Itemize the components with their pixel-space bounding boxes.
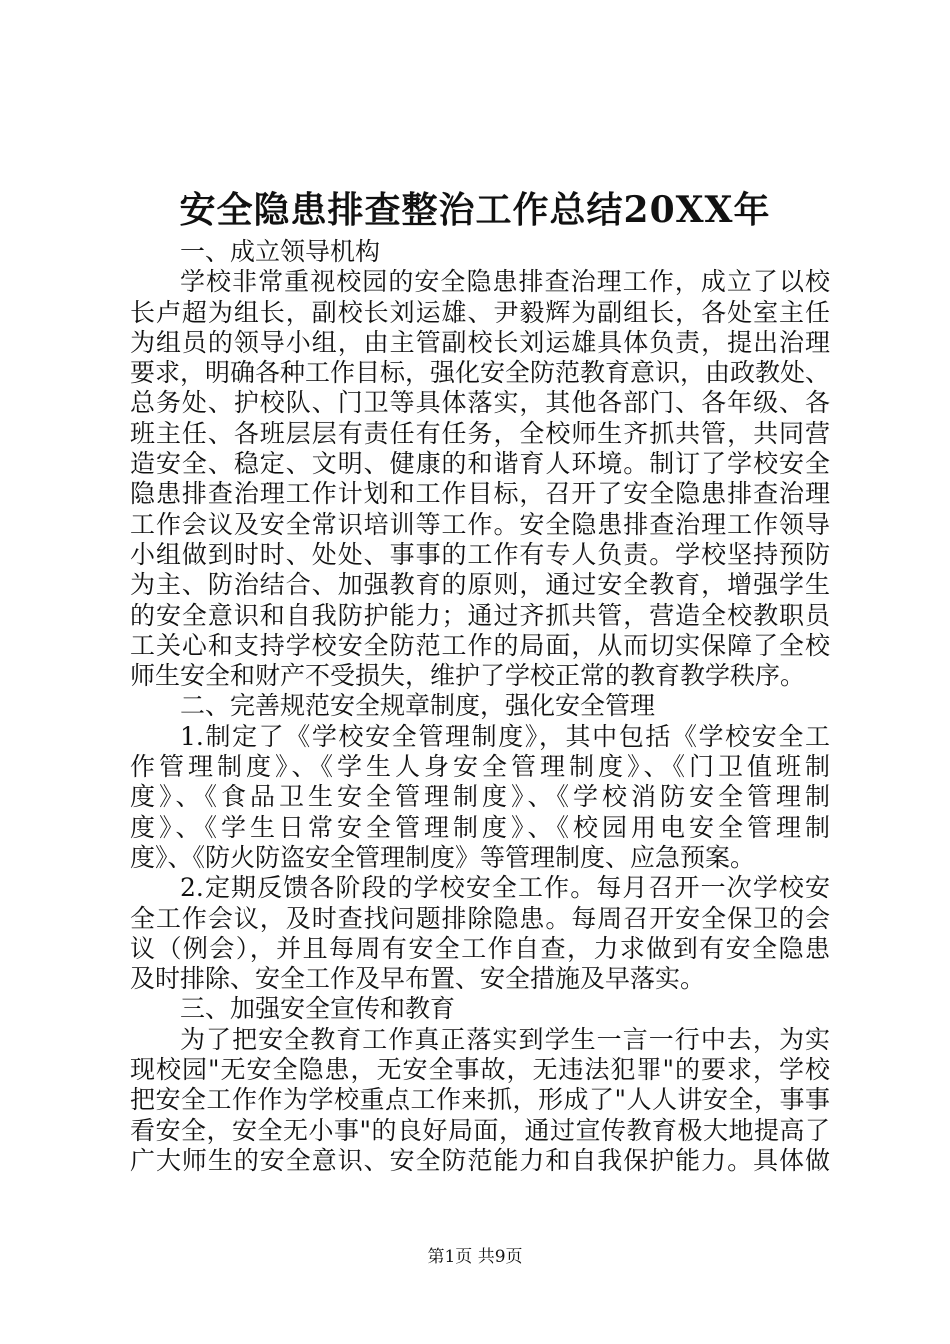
body-text-line: 工作会议及安全常识培训等工作。安全隐患排查治理工作领导	[130, 509, 830, 539]
body-text-line: 为主、防治结合、加强教育的原则，通过安全教育，增强学生	[130, 570, 830, 600]
body-text-line: 度》、《防火防盗安全管理制度》等管理制度、应急预案。	[130, 842, 756, 872]
body-text-line: 为了把安全教育工作真正落实到学生一言一行中去，为实	[180, 1024, 830, 1054]
body-text-line: 度》、《学生日常安全管理制度》、《校园用电安全管理制	[130, 812, 830, 842]
body-text-line: 1.制定了《学校安全管理制度》，其中包括《学校安全工	[180, 721, 830, 751]
body-text-line: 2.定期反馈各阶段的学校安全工作。每月召开一次学校安	[180, 873, 830, 903]
body-text-line: 要求，明确各种工作目标，强化安全防范教育意识，由政教处、	[130, 358, 831, 388]
body-text-line: 二、完善规范安全规章制度，强化安全管理	[180, 691, 656, 721]
document-body	[130, 237, 830, 1176]
body-text-line: 的安全意识和自我防护能力；通过齐抓共管，营造全校教职员	[130, 600, 830, 630]
body-text-line: 一、成立领导机构	[180, 237, 381, 266]
body-text-line: 全工作会议，及时查找问题排除隐患。每周召开安全保卫的会	[130, 903, 830, 933]
body-text-line: 三、加强安全宣传和教育	[180, 994, 456, 1024]
body-text-line: 为组员的领导小组，由主管副校长刘运雄具体负责，提出治理	[130, 327, 830, 357]
body-text-line: 看安全，安全无小事"的良好局面，通过宣传教育极大地提高了	[130, 1115, 830, 1145]
body-text-line: 广大师生的安全意识、安全防范能力和自我保护能力。具体做	[130, 1145, 830, 1175]
body-text-line: 小组做到时时、处处、事事的工作有专人负责。学校坚持预防	[130, 539, 830, 569]
body-text-line: 隐患排查治理工作计划和工作目标，召开了安全隐患排查治理	[130, 479, 830, 509]
body-text-line: 及时排除、安全工作及早布置、安全措施及早落实。	[130, 964, 706, 994]
body-text-line: 总务处、护校队、门卫等具体落实，其他各部门、各年级、各	[130, 388, 830, 418]
body-text-line: 把安全工作作为学校重点工作来抓，形成了"人人讲安全，事事	[130, 1085, 830, 1115]
body-text-line: 造安全、稳定、文明、健康的和谐育人环境。制订了学校安全	[130, 449, 830, 479]
body-text-line: 长卢超为组长，副校长刘运雄、尹毅辉为副组长，各处室主任	[130, 297, 830, 327]
body-text-line: 度》、《食品卫生安全管理制度》、《学校消防安全管理制	[130, 782, 830, 812]
body-text-line: 工关心和支持学校安全防范工作的局面，从而切实保障了全校	[130, 630, 830, 660]
body-text-line: 现校园"无安全隐患，无安全事故，无违法犯罪"的要求，学校	[130, 1055, 830, 1085]
page-footer: 第1页 共9页	[427, 1247, 523, 1267]
body-text-line: 班主任、各班层层有责任有任务，全校师生齐抓共管，共同营	[130, 418, 830, 448]
document-title: 安全隐患排查整治工作总结20XX年	[179, 189, 771, 231]
body-text-line: 议（例会），并且每周有安全工作自查，力求做到有安全隐患	[130, 933, 830, 963]
body-text-line: 师生安全和财产不受损失，维护了学校正常的教育教学秩序。	[130, 661, 806, 691]
body-text-line: 作管理制度》、《学生人身安全管理制度》、《门卫值班制	[130, 752, 830, 782]
body-text-line: 学校非常重视校园的安全隐患排查治理工作，成立了以校	[180, 267, 830, 297]
